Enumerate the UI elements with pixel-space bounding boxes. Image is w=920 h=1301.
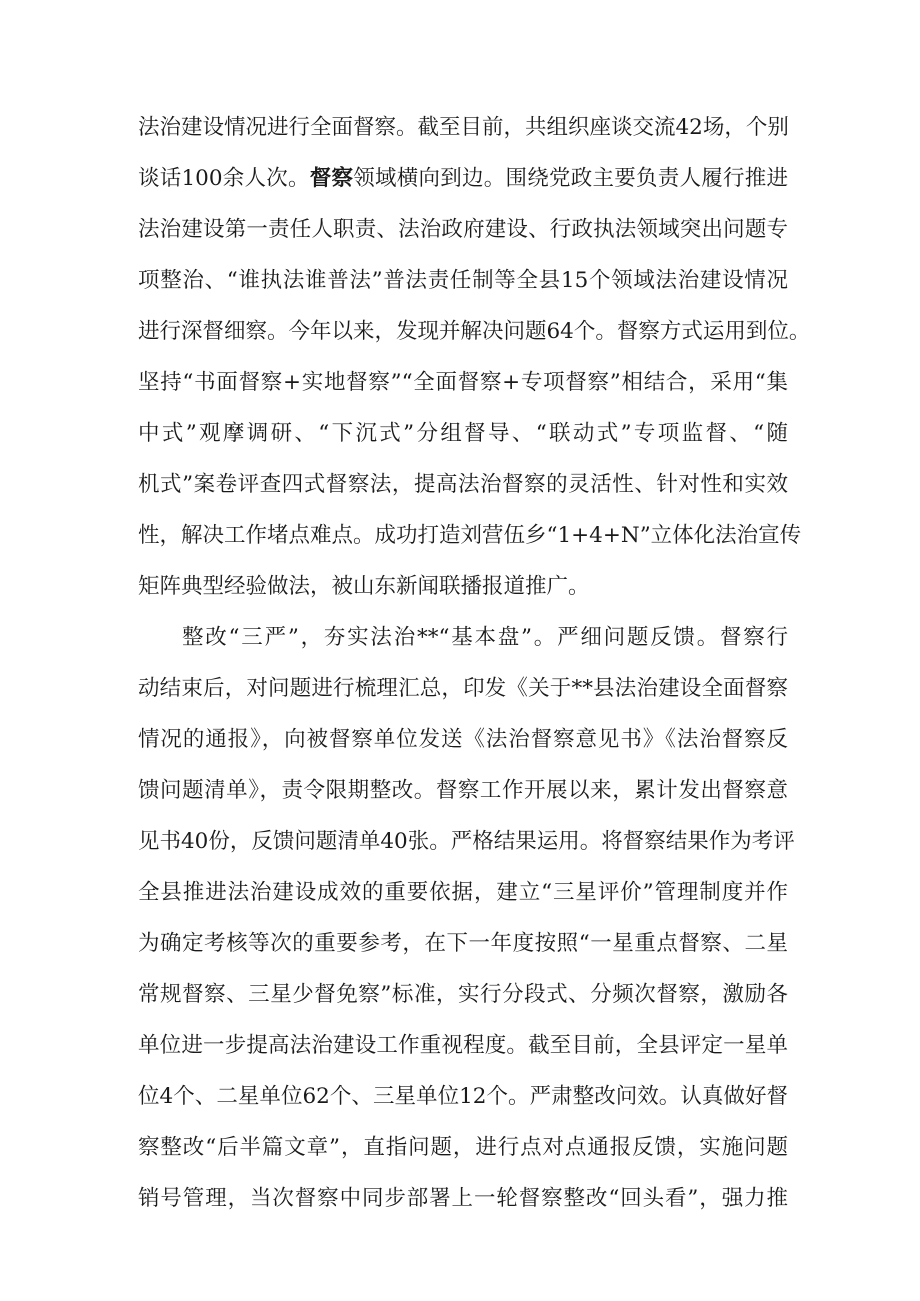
- paragraph-1-line-2: [138, 156, 788, 202]
- paragraph-1-line-3: 法治建设第一责任人职责、法治政府建设、行政执法领域突出问题专: [138, 217, 788, 242]
- paragraph-2-line-6: 全县推进法治建设成效的重要依据，建立“三星评价”管理制度并作: [138, 880, 788, 905]
- paragraph-2-line-10: 位4个、二星单位62个、三星单位12个。严肃整改问效。认真做好督: [138, 1084, 788, 1109]
- paragraph-2-line-8: 常规督察、三星少督免察”标准，实行分段式、分频次督察，激励各: [138, 982, 788, 1007]
- paragraph-1-line-5: 进行深督细察。今年以来，发现并解决问题64个。督察方式运用到位。: [138, 319, 811, 344]
- paragraph-2-line-2: 动结束后，对问题进行梳理汇总，印发《关于**县法治建设全面督察: [138, 676, 788, 701]
- paragraph-2-line-5: 见书40份，反馈问题清单40张。严格结果运用。将督察结果作为考评: [138, 829, 795, 854]
- paragraph-2-line-1: 整改“三严”，夯实法治**“基本盘”。严细问题反馈。督察行: [182, 625, 788, 650]
- paragraph-2-line-7: 为确定考核等次的重要参考，在下一年度按照“一星重点督察、二星: [138, 931, 788, 956]
- paragraph-1-line-2-text-b: 领域横向到边。围绕党政主要负责人履行推进: [353, 166, 788, 191]
- paragraph-1-line-7: 中式”观摩调研、“下沉式”分组督导、“联动式”专项监督、“随: [138, 421, 788, 446]
- paragraph-1-line-10: 矩阵典型经验做法，被山东新闻联播报道推广。: [138, 574, 590, 599]
- paragraph-1-line-9: 性，解决工作堵点难点。成功打造刘营伍乡“1+4+N”立体化法治宣传: [138, 523, 802, 548]
- paragraph-1-line-2-bold: 督察: [309, 166, 354, 191]
- paragraph-2-line-3: 情况的通报》，向被督察单位发送《法治督察意见书》《法治督察反: [138, 727, 788, 752]
- paragraph-1-line-2-text-a: 谈话100余人次。: [138, 166, 310, 191]
- paragraph-1-line-1: 法治建设情况进行全面督察。截至目前，共组织座谈交流42场，个别: [138, 115, 789, 140]
- paragraph-1-line-4: 项整治、“谁执法谁普法”普法责任制等全县15个领域法治建设情况: [138, 268, 788, 293]
- paragraph-2-line-12: 销号管理，当次督察中同步部署上一轮督察整改“回头看”，强力推: [138, 1186, 788, 1211]
- paragraph-2-line-9: 单位进一步提高法治建设工作重视程度。截至目前，全县评定一星单: [138, 1033, 788, 1058]
- paragraph-2-line-4: 馈问题清单》，责令限期整改。督察工作开展以来，累计发出督察意: [138, 778, 788, 803]
- paragraph-2-line-11: 察整改“后半篇文章”，直指问题，进行点对点通报反馈，实施问题: [138, 1135, 788, 1160]
- paragraph-1-line-6: 坚持“书面督察+实地督察”“全面督察+专项督察”相结合，采用“集: [138, 370, 788, 395]
- paragraph-1-line-8: 机式”案卷评查四式督察法，提高法治督察的灵活性、针对性和实效: [138, 472, 788, 497]
